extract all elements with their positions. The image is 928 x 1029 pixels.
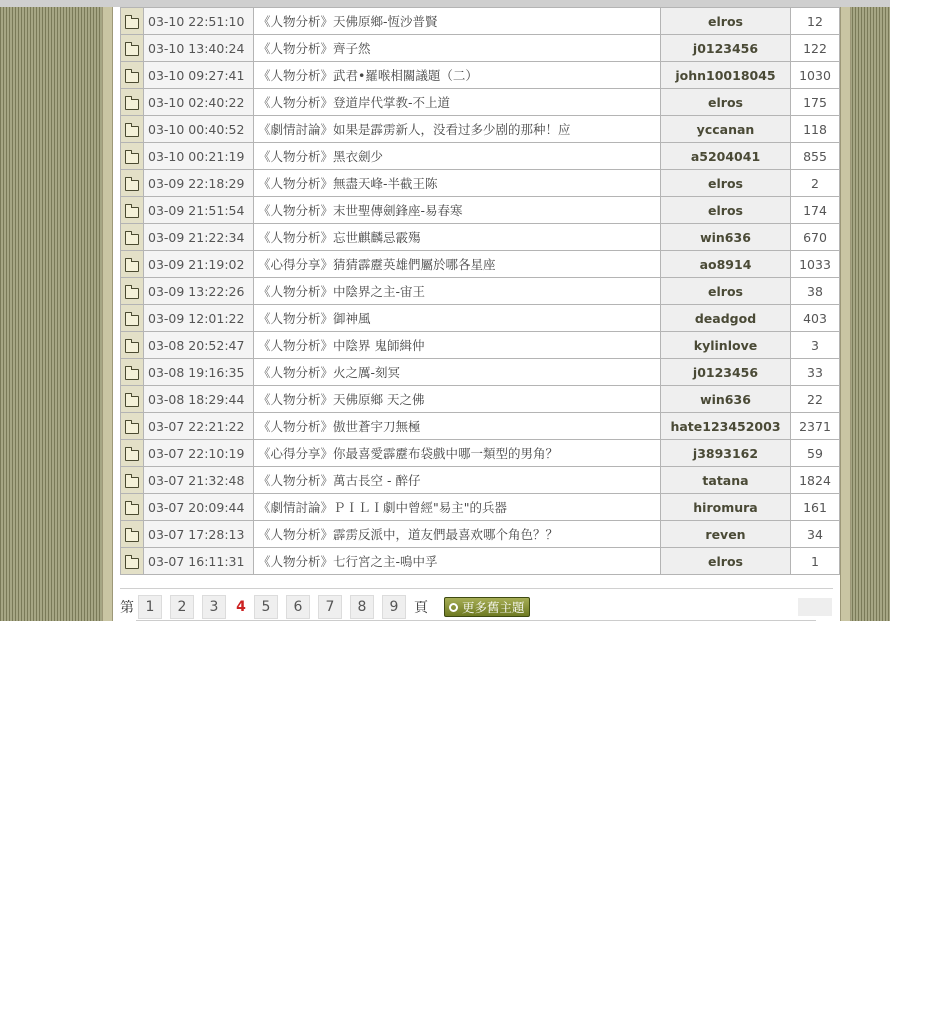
topic-icon-cell xyxy=(121,35,144,62)
topic-title-link[interactable]: 《人物分析》霹雳反派中，道友們最喜欢哪个角色？？ xyxy=(254,521,661,548)
topic-row xyxy=(121,359,840,386)
folder-icon xyxy=(125,342,139,353)
topic-row xyxy=(121,143,840,170)
folder-icon xyxy=(125,450,139,461)
topic-icon-cell xyxy=(121,332,144,359)
topic-icon-cell xyxy=(121,89,144,116)
topic-time: 03-07 17:28:13 xyxy=(144,521,254,548)
topic-row xyxy=(121,467,840,494)
topic-icon-cell xyxy=(121,224,144,251)
topic-author-link[interactable]: kylinlove xyxy=(661,332,791,359)
topic-reply-count: 1030 xyxy=(791,62,840,89)
topic-reply-count: 2 xyxy=(791,170,840,197)
topic-reply-count: 22 xyxy=(791,386,840,413)
topic-reply-count: 174 xyxy=(791,197,840,224)
topic-reply-count: 1033 xyxy=(791,251,840,278)
topic-author-link[interactable]: elros xyxy=(661,278,791,305)
forum-content xyxy=(113,7,840,621)
topic-author-link[interactable]: j0123456 xyxy=(661,35,791,62)
folder-icon xyxy=(125,504,139,515)
topic-icon-cell xyxy=(121,170,144,197)
folder-icon xyxy=(125,531,139,542)
topic-row xyxy=(121,332,840,359)
page-link[interactable]: 9 xyxy=(382,595,406,619)
topic-author-link[interactable]: reven xyxy=(661,521,791,548)
topic-row xyxy=(121,278,840,305)
topic-title-link[interactable]: 《人物分析》傲世蒼宇刀無極 xyxy=(254,413,661,440)
left-rail xyxy=(102,7,113,621)
topic-author-link[interactable]: elros xyxy=(661,89,791,116)
topic-icon-cell xyxy=(121,278,144,305)
topic-icon-cell xyxy=(121,413,144,440)
topic-icon-cell xyxy=(121,305,144,332)
topic-reply-count: 38 xyxy=(791,278,840,305)
topic-time: 03-10 02:40:22 xyxy=(144,89,254,116)
folder-icon xyxy=(125,369,139,380)
topic-author-link[interactable]: deadgod xyxy=(661,305,791,332)
topic-reply-count: 161 xyxy=(791,494,840,521)
topic-table xyxy=(120,7,840,575)
bottom-divider xyxy=(136,620,816,621)
topic-row xyxy=(121,89,840,116)
folder-icon xyxy=(125,126,139,137)
magnifier-icon xyxy=(449,603,458,612)
page-link[interactable]: 3 xyxy=(202,595,226,619)
topic-author-link[interactable]: j3893162 xyxy=(661,440,791,467)
pagination-bar xyxy=(120,588,833,619)
topic-time: 03-09 21:19:02 xyxy=(144,251,254,278)
topic-row xyxy=(121,197,840,224)
topic-title-link[interactable]: 《人物分析》黑衣劍少 xyxy=(254,143,661,170)
topic-time: 03-07 22:10:19 xyxy=(144,440,254,467)
folder-icon xyxy=(125,261,139,272)
folder-icon xyxy=(125,234,139,245)
folder-icon xyxy=(125,423,139,434)
topic-reply-count: 175 xyxy=(791,89,840,116)
topic-author-link[interactable]: win636 xyxy=(661,224,791,251)
topic-title-link[interactable]: 《人物分析》忘世麒麟忌霰殤 xyxy=(254,224,661,251)
topic-time: 03-09 12:01:22 xyxy=(144,305,254,332)
topic-time: 03-08 19:16:35 xyxy=(144,359,254,386)
page-prefix: 第 xyxy=(120,600,134,616)
topic-reply-count: 118 xyxy=(791,116,840,143)
gray-box xyxy=(798,598,832,616)
topic-time: 03-07 16:11:31 xyxy=(144,548,254,575)
topic-row xyxy=(121,548,840,575)
topic-time: 03-10 00:40:52 xyxy=(144,116,254,143)
topic-time: 03-10 22:51:10 xyxy=(144,8,254,35)
topic-icon-cell xyxy=(121,467,144,494)
page-suffix: 頁 xyxy=(414,600,428,616)
right-rail xyxy=(840,7,851,621)
page-link[interactable]: 1 xyxy=(138,595,162,619)
topic-title-link[interactable]: 《心得分享》猜猜霹靂英雄們屬於哪各星座 xyxy=(254,251,661,278)
topic-time: 03-09 22:18:29 xyxy=(144,170,254,197)
topic-row xyxy=(121,386,840,413)
topic-reply-count: 12 xyxy=(791,8,840,35)
topic-author-link[interactable]: elros xyxy=(661,548,791,575)
folder-icon xyxy=(125,558,139,569)
topic-author-link[interactable]: hate123452003 xyxy=(661,413,791,440)
topic-title-link[interactable]: 《人物分析》火之厲-刻冥 xyxy=(254,359,661,386)
topic-reply-count: 670 xyxy=(791,224,840,251)
topic-reply-count: 3 xyxy=(791,332,840,359)
folder-icon xyxy=(125,153,139,164)
topic-author-link[interactable]: john10018045 xyxy=(661,62,791,89)
topic-reply-count: 2371 xyxy=(791,413,840,440)
topic-row xyxy=(121,251,840,278)
topic-title-link[interactable]: 《心得分享》你最喜愛霹靂布袋戲中哪一類型的男角？ xyxy=(254,440,661,467)
topic-title-link[interactable]: 《人物分析》萬古長空 - 醉仔 xyxy=(254,467,661,494)
topic-title-link[interactable]: 《人物分析》登道岸代掌教-不上道 xyxy=(254,89,661,116)
topic-icon-cell xyxy=(121,386,144,413)
topic-icon-cell xyxy=(121,548,144,575)
topic-row xyxy=(121,170,840,197)
topic-author-link[interactable]: elros xyxy=(661,197,791,224)
topic-time: 03-07 21:32:48 xyxy=(144,467,254,494)
topic-row xyxy=(121,440,840,467)
topic-reply-count: 1824 xyxy=(791,467,840,494)
topic-title-link[interactable]: 《人物分析》中陰界 鬼師緝仲 xyxy=(254,332,661,359)
topic-author-link[interactable]: win636 xyxy=(661,386,791,413)
topic-reply-count: 33 xyxy=(791,359,840,386)
folder-icon xyxy=(125,315,139,326)
topic-author-link[interactable]: a5204041 xyxy=(661,143,791,170)
topic-icon-cell xyxy=(121,251,144,278)
topic-reply-count: 403 xyxy=(791,305,840,332)
topic-author-link[interactable]: j0123456 xyxy=(661,359,791,386)
topic-author-link[interactable]: elros xyxy=(661,8,791,35)
topic-icon-cell xyxy=(121,116,144,143)
topic-reply-count: 59 xyxy=(791,440,840,467)
topic-time: 03-10 09:27:41 xyxy=(144,62,254,89)
topic-title-link[interactable]: 《人物分析》末世聖傳劍鋒座-易春寒 xyxy=(254,197,661,224)
topic-row xyxy=(121,305,840,332)
topic-icon-cell xyxy=(121,8,144,35)
topic-icon-cell xyxy=(121,359,144,386)
topic-row xyxy=(121,62,840,89)
page-link[interactable]: 7 xyxy=(318,595,342,619)
topic-time: 03-08 20:52:47 xyxy=(144,332,254,359)
folder-icon xyxy=(125,207,139,218)
topic-reply-count: 855 xyxy=(791,143,840,170)
topic-title-link[interactable]: 《人物分析》武君•羅喉相關議題（二） xyxy=(254,62,661,89)
topic-author-link[interactable]: elros xyxy=(661,170,791,197)
topic-title-link[interactable]: 《人物分析》御神風 xyxy=(254,305,661,332)
topic-author-link[interactable]: yccanan xyxy=(661,116,791,143)
folder-icon xyxy=(125,72,139,83)
topic-row xyxy=(121,521,840,548)
topic-row xyxy=(121,224,840,251)
topic-time: 03-07 20:09:44 xyxy=(144,494,254,521)
more-old-topics-button[interactable] xyxy=(444,597,530,617)
page-link[interactable]: 6 xyxy=(286,595,310,619)
topic-title-link[interactable]: 《劇情討論》如果是霹雳新人，没看过多少剧的那种！应 xyxy=(254,116,661,143)
topic-author-link[interactable]: tatana xyxy=(661,467,791,494)
topic-time: 03-09 21:22:34 xyxy=(144,224,254,251)
topic-icon-cell xyxy=(121,494,144,521)
topic-icon-cell xyxy=(121,197,144,224)
topic-reply-count: 122 xyxy=(791,35,840,62)
folder-icon xyxy=(125,18,139,29)
page-link[interactable]: 2 xyxy=(170,595,194,619)
topic-icon-cell xyxy=(121,62,144,89)
topic-title-link[interactable]: 《人物分析》齊子然 xyxy=(254,35,661,62)
topic-icon-cell xyxy=(121,143,144,170)
topic-reply-count: 1 xyxy=(791,548,840,575)
topic-row xyxy=(121,413,840,440)
topic-title-link[interactable]: 《人物分析》無盡天峰-半截王陈 xyxy=(254,170,661,197)
topic-row xyxy=(121,8,840,35)
topic-reply-count: 34 xyxy=(791,521,840,548)
topic-title-link[interactable]: 《人物分析》中陰界之主-宙王 xyxy=(254,278,661,305)
topic-author-link[interactable]: hiromura xyxy=(661,494,791,521)
more-old-topics-label: 更多舊主題 xyxy=(462,600,525,615)
folder-icon xyxy=(125,396,139,407)
page-link[interactable]: 5 xyxy=(254,595,278,619)
topic-title-link[interactable]: 《人物分析》天佛原鄉-恆沙普賢 xyxy=(254,8,661,35)
topic-row xyxy=(121,494,840,521)
topic-icon-cell xyxy=(121,440,144,467)
folder-icon xyxy=(125,45,139,56)
folder-icon xyxy=(125,180,139,191)
folder-icon xyxy=(125,477,139,488)
current-page: 4 xyxy=(236,599,246,615)
topic-time: 03-09 13:22:26 xyxy=(144,278,254,305)
topic-time: 03-09 21:51:54 xyxy=(144,197,254,224)
folder-icon xyxy=(125,288,139,299)
topic-time: 03-10 00:21:19 xyxy=(144,143,254,170)
topic-title-link[interactable]: 《人物分析》七行宮之主-鳴中孚 xyxy=(254,548,661,575)
topic-row xyxy=(121,116,840,143)
topic-author-link[interactable]: ao8914 xyxy=(661,251,791,278)
topic-title-link[interactable]: 《劇情討論》ＰＩＬＩ劇中曾經"易主"的兵器 xyxy=(254,494,661,521)
topic-time: 03-10 13:40:24 xyxy=(144,35,254,62)
page-link[interactable]: 8 xyxy=(350,595,374,619)
topic-time: 03-07 22:21:22 xyxy=(144,413,254,440)
topic-icon-cell xyxy=(121,521,144,548)
topic-row xyxy=(121,35,840,62)
folder-icon xyxy=(125,99,139,110)
topic-time: 03-08 18:29:44 xyxy=(144,386,254,413)
topic-title-link[interactable]: 《人物分析》天佛原鄉 天之佛 xyxy=(254,386,661,413)
